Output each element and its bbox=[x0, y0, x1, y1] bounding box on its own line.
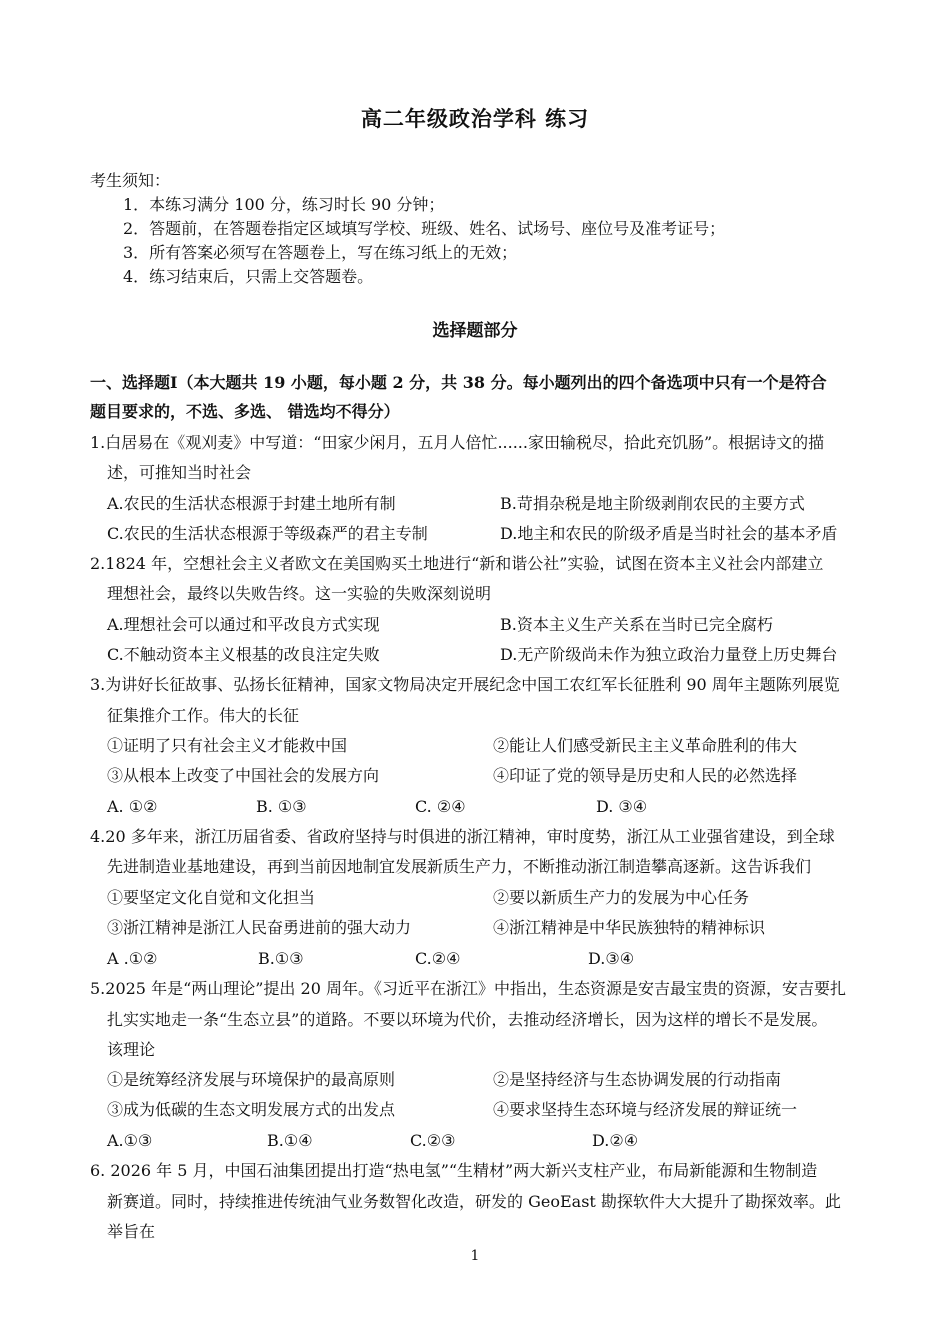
option: A.农民的生活状态根源于封建土地所有制 bbox=[107, 494, 396, 513]
option: B.①③ bbox=[258, 949, 304, 968]
notice-item: 1．本练习满分 100 分，练习时长 90 分钟； bbox=[123, 195, 445, 214]
question-stem: 先进制造业基地建设，再到当前因地制宜发展新质生产力，不断推动浙江制造攀高逐新。这告诉我们 bbox=[107, 857, 812, 876]
option: B.①④ bbox=[267, 1131, 313, 1150]
statement: ②是坚持经济与生态协调发展的行动指南 bbox=[493, 1070, 782, 1089]
option: A. ①② bbox=[107, 797, 158, 816]
question-stem: 扎实实地走一条“生态立县”的道路。不要以环境为代价，去推动经济增长，因为这样的增长不是发展。 bbox=[107, 1010, 828, 1029]
option: B.资本主义生产关系在当时已完全腐朽 bbox=[500, 615, 773, 634]
option: B.苛捐杂税是地主阶级剥削农民的主要方式 bbox=[500, 494, 805, 513]
notice-heading: 考生须知： bbox=[90, 171, 171, 190]
option: D.②④ bbox=[592, 1131, 639, 1150]
question-stem: 6. 2026 年 5 月，中国石油集团提出打造“热电氢”“生精材”两大新兴支柱产业，布局新能源和生物制造 bbox=[90, 1161, 818, 1180]
notice-item: 4．练习结束后，只需上交答题卷。 bbox=[123, 267, 374, 286]
question-stem: 1.白居易在《观刈麦》中写道：“田家少闲月，五月人倍忙......家田输税尽，拾此充饥肠”。根据诗文的描 bbox=[90, 433, 825, 452]
statement: ④要求坚持生态环境与经济发展的辩证统一 bbox=[493, 1100, 798, 1119]
question-stem: 理想社会，最终以失败告终。这一实验的失败深刻说明 bbox=[107, 584, 492, 603]
statement: ③浙江精神是浙江人民奋勇进前的强大动力 bbox=[107, 918, 412, 937]
statement: ②能让人们感受新民主主义革命胜利的伟大 bbox=[493, 736, 798, 755]
notice-item: 2．答题前，在答题卷指定区域填写学校、班级、姓名、试场号、座位号及准考证号； bbox=[123, 219, 726, 238]
option: A .①② bbox=[107, 949, 158, 968]
part-instructions: 题目要求的，不选、多选、 错选均不得分） bbox=[90, 402, 400, 421]
statement: ④浙江精神是中华民族独特的精神标识 bbox=[493, 918, 766, 937]
question-stem: 征集推介工作。伟大的长征 bbox=[107, 706, 300, 725]
part-instructions: 一、选择题Ⅰ（本大题共 19 小题，每小题 2 分，共 38 分。每小题列出的四个备选项中只有一个是符合 bbox=[90, 373, 827, 392]
option: D.③④ bbox=[588, 949, 635, 968]
option: C.不触动资本主义根基的改良注定失败 bbox=[107, 645, 380, 664]
statement: ②要以新质生产力的发展为中心任务 bbox=[493, 888, 750, 907]
question-stem: 2.1824 年，空想社会主义者欧文在美国购买土地进行“新和谐公社”实验，试图在资本主义社会内部建立 bbox=[90, 554, 824, 573]
option: D. ③④ bbox=[596, 797, 648, 816]
question-stem: 举旨在 bbox=[107, 1222, 156, 1241]
option: D.无产阶级尚未作为独立政治力量登上历史舞台 bbox=[500, 645, 838, 664]
option: C.农民的生活状态根源于等级森严的君主专制 bbox=[107, 524, 428, 543]
option: C. ②④ bbox=[415, 797, 466, 816]
option: D.地主和农民的阶级矛盾是当时社会的基本矛盾 bbox=[500, 524, 838, 543]
option: C.②④ bbox=[415, 949, 461, 968]
statement: ①要坚定文化自觉和文化担当 bbox=[107, 888, 316, 907]
question-stem: 5.2025 年是“两山理论”提出 20 周年。《习近平在浙江》中指出，生态资源是安吉最宝贵的资源，安吉要扎 bbox=[90, 979, 846, 998]
question-stem: 3.为讲好长征故事、弘扬长征精神，国家文物局决定开展纪念中国工农红军长征胜利 90 周年主题陈列展览 bbox=[90, 675, 840, 694]
option: B. ①③ bbox=[256, 797, 307, 816]
statement: ①证明了只有社会主义才能救中国 bbox=[107, 736, 348, 755]
statement: ④印证了党的领导是历史和人民的必然选择 bbox=[493, 766, 798, 785]
option: A.理想社会可以通过和平改良方式实现 bbox=[107, 615, 380, 634]
statement: ③从根本上改变了中国社会的发展方向 bbox=[107, 766, 380, 785]
question-stem: 该理论 bbox=[107, 1040, 156, 1059]
statement: ①是统筹经济发展与环境保护的最高原则 bbox=[107, 1070, 396, 1089]
question-stem: 新赛道。同时，持续推进传统油气业务数智化改造，研发的 GeoEast 勘探软件大大提升了勘探效率。此 bbox=[107, 1192, 841, 1211]
page-number: 1 bbox=[470, 1248, 480, 1264]
page-title: 高二年级政治学科 练习 bbox=[360, 106, 590, 131]
question-stem: 述，可推知当时社会 bbox=[107, 463, 252, 482]
notice-item: 3．所有答案必须写在答题卷上，写在练习纸上的无效； bbox=[123, 243, 518, 262]
option: C.②③ bbox=[410, 1131, 456, 1150]
option: A.①③ bbox=[107, 1131, 153, 1150]
statement: ③成为低碳的生态文明发展方式的出发点 bbox=[107, 1100, 396, 1119]
question-stem: 4.20 多年来，浙江历届省委、省政府坚持与时俱进的浙江精神，审时度势，浙江从工业强省建设，到全球 bbox=[90, 827, 835, 846]
section-title: 选择题部分 bbox=[432, 321, 518, 341]
